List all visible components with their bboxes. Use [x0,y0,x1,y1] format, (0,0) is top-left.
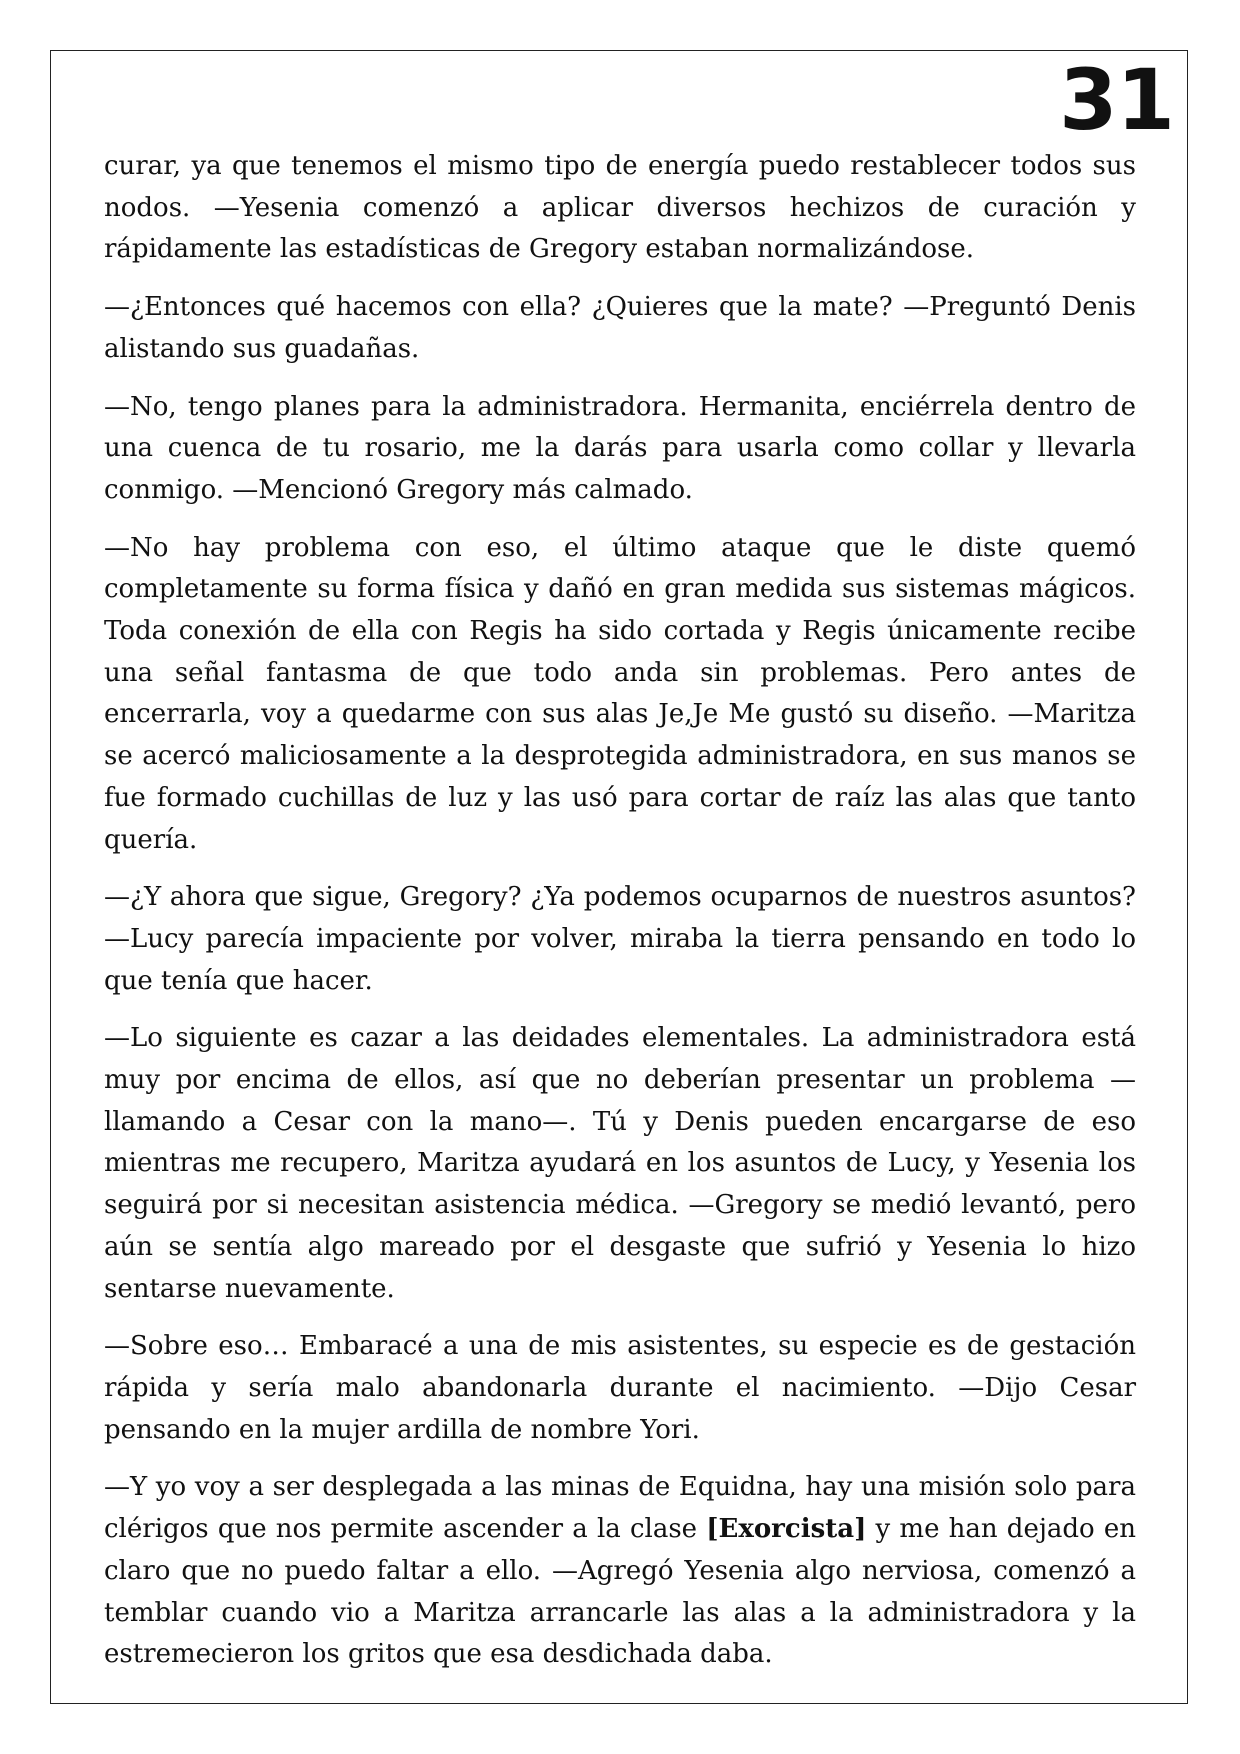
paragraph-2: —¿Entonces qué hacemos con ella? ¿Quieres que la mate? —Preguntó Denis alistando sus guadañas. [104,292,1136,364]
paragraph-8-text-before: —Y yo voy a ser desplegada a las minas de Equidna, hay una misión solo para clérigos que nos permite ascender a la clase [104,1472,1136,1545]
class-name-exorcista: [Exorcista] [706,1514,867,1545]
paragraph-8 [104,1467,1136,1676]
paragraph-5: —¿Y ahora que sigue, Gregory? ¿Ya podemos ocuparnos de nuestros asuntos? —Lucy parecía impaciente por volver, miraba la tierra pensando en todo lo que tenía que hacer. [104,882,1136,996]
page-number: 31 [1059,51,1174,149]
paragraph-1: curar, ya que tenemos el mismo tipo de energía puedo restablecer todos sus nodos. —Yesenia comenzó a aplicar diversos hechizos de curación y rápidamente las estadísticas de Gregory estaban normalizándose. [104,151,1136,265]
text-body [104,146,1136,1692]
paragraph-3: —No, tengo planes para la administradora. Hermanita, enciérrela dentro de una cuenca de tu rosario, me la darás para usarla como collar y llevarla conmigo. —Mencionó Gregory más calmado. [104,391,1136,505]
paragraph-7: —Sobre eso… Embaracé a una de mis asistentes, su especie es de gestación rápida y sería malo abandonarla durante el nacimiento. —Dijo Cesar pensando en la mujer ardilla de nombre Yori. [104,1331,1136,1445]
paragraph-6: —Lo siguiente es cazar a las deidades elementales. La administradora está muy por encima de ellos, así que no deberían presentar un problema —llamando a Cesar con la mano—. Tú y Denis pueden encargarse de eso mientras me recupero, Maritza ayudará en los asuntos de Lucy, y Yesenia los seguirá por si necesitan asistencia médica. —Gregory se medió levantó, pero aún se sentía algo mareado por el desgaste que sufrió y Yesenia lo hizo sentarse nuevamente. [104,1023,1136,1304]
paragraph-4: —No hay problema con eso, el último ataque que le diste quemó completamente su forma física y dañó en gran medida sus sistemas mágicos. Toda conexión de ella con Regis ha sido cortada y Regis únicamente recibe una señal fantasma de que todo anda sin problemas. Pero antes de encerrarla, voy a quedarme con sus alas Je,Je Me gustó su diseño. —Maritza se acercó maliciosamente a la desprotegida administradora, en sus manos se fue formado cuchillas de luz y las usó para cortar de raíz las alas que tanto quería. [104,532,1136,855]
paragraph-8-text-after: y me han dejado en claro que no puedo faltar a ello. —Agregó Yesenia algo nerviosa, comenzó a temblar cuando vio a Maritza arrancarle las alas a la administradora y la estremecieron los gritos que esa desdichada daba. [104,1514,1136,1670]
